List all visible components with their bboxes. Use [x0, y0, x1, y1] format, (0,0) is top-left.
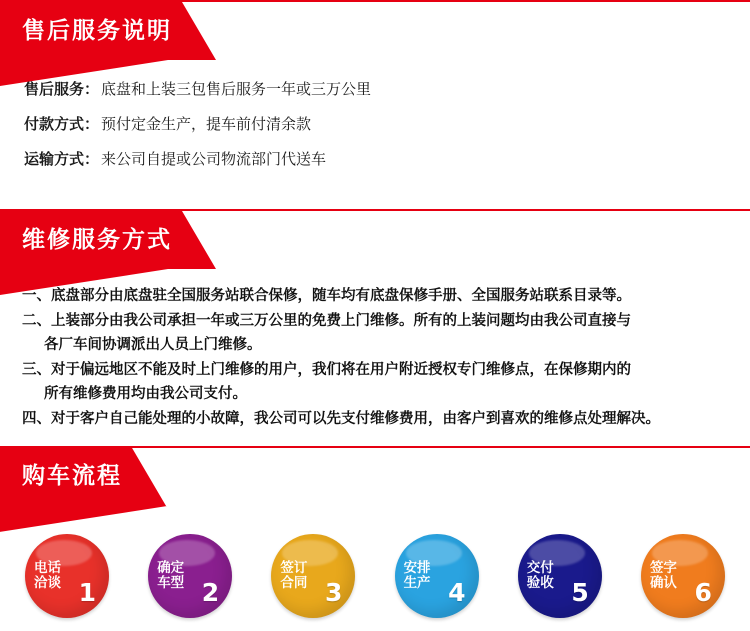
maintenance-item — [22, 359, 728, 406]
flow-step-label-line1: 交付 — [526, 559, 554, 576]
flow-step-label-line2: 合同 — [280, 574, 308, 591]
flow-step-label-line1: 电话 — [34, 559, 61, 576]
section-maintenance — [0, 209, 750, 440]
section-purchase-flow — [0, 446, 750, 628]
after-sales-row — [24, 80, 726, 98]
maintenance-item-line2: 所有维修费用均由我公司支付。 — [44, 385, 247, 402]
after-sales-row-value: 底盘和上装三包售后服务一年或三万公里 — [101, 80, 372, 98]
flow-step-circle — [25, 534, 109, 618]
flow-step-label — [157, 561, 184, 591]
maintenance-item — [22, 310, 728, 357]
flow-step-circle — [148, 534, 232, 618]
flow-step-label — [280, 561, 307, 591]
section-after-sales — [0, 0, 750, 195]
flow-step-label-line2: 验收 — [526, 574, 554, 591]
flow-step-2 — [135, 534, 245, 618]
flow-step-number: 3 — [324, 577, 343, 607]
after-sales-row — [24, 150, 726, 168]
flow-step-label-line1: 签字 — [649, 559, 677, 576]
after-sales-banner-ribbon — [0, 2, 216, 60]
after-sales-row-value: 来公司自提或公司物流部门代送车 — [101, 150, 327, 168]
maintenance-item-line2: 各厂车间协调派出人员上门维修。 — [44, 336, 262, 353]
flow-step-label-line2: 车型 — [157, 574, 185, 591]
flow-step-label-line1: 安排 — [403, 559, 431, 576]
flow-step-label-line2: 洽谈 — [34, 574, 61, 591]
maintenance-body — [0, 271, 750, 440]
after-sales-row-label: 付款方式： — [24, 115, 100, 133]
after-sales-row — [24, 115, 726, 133]
maintenance-item-line1: 二、上装部分由我公司承担一年或三万公里的免费上门维修。所有的上装问题均由我公司直接与 — [22, 313, 631, 330]
flow-step-4 — [382, 534, 492, 618]
flow-step-number: 5 — [571, 577, 589, 607]
flow-step-label — [650, 561, 677, 591]
flow-step-number: 6 — [694, 577, 712, 607]
flow-step-number: 4 — [448, 577, 466, 607]
section-gap — [0, 195, 750, 209]
flow-step-label-line1: 签订 — [280, 559, 308, 576]
after-sales-title: 售后服务说明 — [22, 17, 172, 44]
maintenance-item — [22, 285, 728, 308]
flow-step-circle — [641, 534, 725, 618]
maintenance-title: 维修服务方式 — [22, 226, 172, 253]
maintenance-item-line1: 一、底盘部分由底盘驻全国服务站联合保修，随车均有底盘保修手册、全国服务站联系目录等。 — [22, 288, 631, 304]
flow-step-label — [34, 561, 61, 591]
after-sales-banner — [0, 0, 750, 62]
flow-step-number: 2 — [201, 577, 220, 607]
maintenance-banner-ribbon — [0, 211, 216, 269]
flow-step-1 — [12, 534, 122, 618]
purchase-flow-banner-ribbon — [0, 448, 166, 506]
after-sales-row-value: 预付定金生产，提车前付清余款 — [101, 115, 312, 133]
flow-step-label — [527, 561, 554, 591]
maintenance-item-line1: 四、对于客户自己能处理的小故障，我公司可以先支付维修费用，由客户到喜欢的维修点处理解决。 — [22, 411, 660, 428]
flow-step-6 — [628, 534, 738, 618]
flow-step-label — [404, 561, 431, 591]
after-sales-body — [0, 62, 750, 195]
flow-step-number: 1 — [78, 577, 96, 607]
purchase-flow-title: 购车流程 — [22, 463, 122, 490]
flow-step-label-line2: 生产 — [403, 574, 431, 591]
after-sales-row-label: 售后服务： — [24, 80, 100, 98]
flow-step-circle — [518, 534, 602, 618]
flow-step-label-line1: 确定 — [157, 559, 185, 576]
maintenance-item-line1: 三、对于偏远地区不能及时上门维修的用户，我们将在用户附近授权专门维修点，在保修期内的 — [22, 362, 631, 379]
flow-step-3 — [258, 534, 368, 618]
after-sales-row-label: 运输方式： — [24, 150, 100, 168]
flow-step-circle — [271, 534, 355, 618]
maintenance-item — [22, 408, 728, 431]
flow-step-label-line2: 确认 — [649, 574, 677, 591]
purchase-flow-banner — [0, 446, 750, 508]
flow-step-5 — [505, 534, 615, 618]
purchase-flow-steps — [0, 508, 750, 628]
flow-step-circle — [395, 534, 479, 618]
maintenance-banner — [0, 209, 750, 271]
